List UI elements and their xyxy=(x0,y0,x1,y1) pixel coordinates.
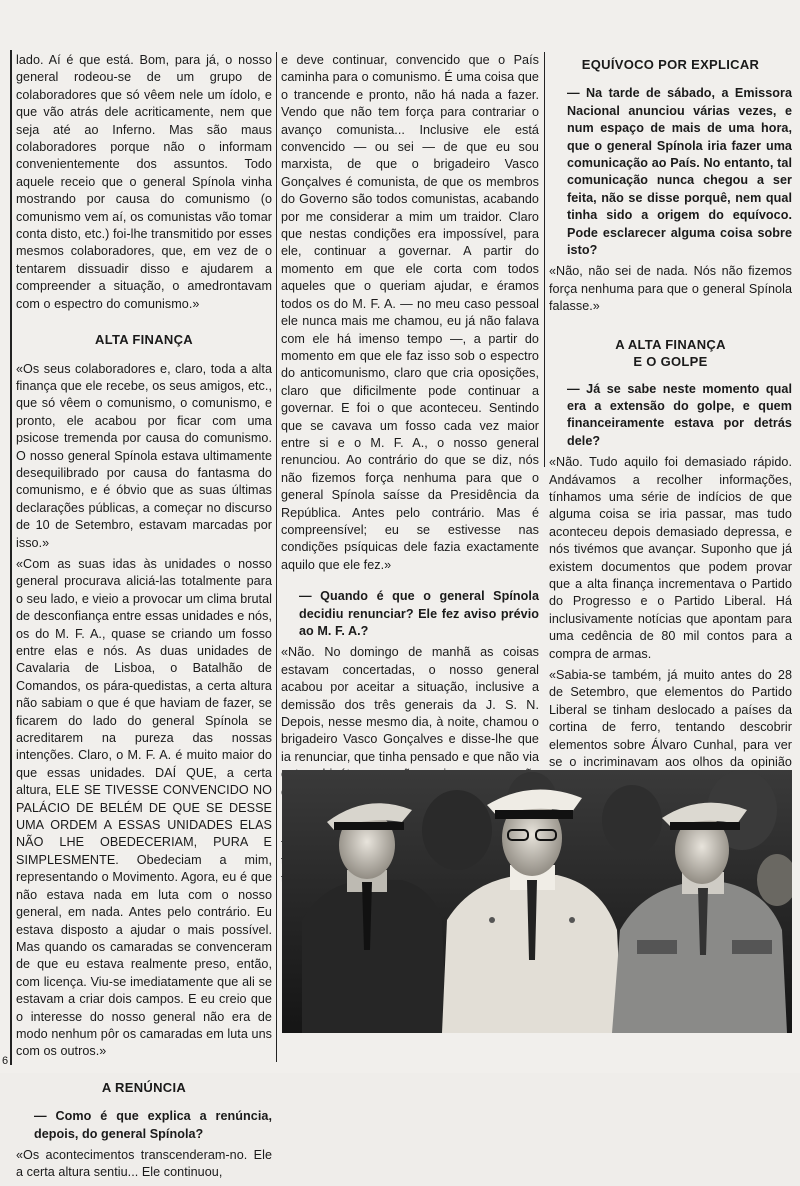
photo-illustration xyxy=(282,770,792,1033)
column-2 xyxy=(281,52,539,892)
paragraph: «Não. No domingo de manhã as coisas estavam concertadas, o nosso general acabou por aceitar a situação, inclusive a demissão dos três generais da J. S. N. Depois, nesse mesmo dia, à noite, chamou o brigadeiro Vasco Gonçalves e disse-lhe que ia renunciar, que tinha pensado e que não via xyxy=(281,645,539,764)
interview-question: — Quando é que o general Spínola decidiu renunciar? Ele fez aviso prévio ao M. F. A.? xyxy=(299,589,539,638)
interview-question: — Na tarde de sábado, a Emissora Nacional anunciou várias vezes, e num espaço de mais de uma hora, que o general Spínola iria fazer uma comunicação ao País. No entanto, tal comunicação nunca chegou a ser feita, não se disse porquê, nem qual tinha sido a origem do equívoco. Pode esclarecer alguma coisa sobre isto? xyxy=(567,86,792,258)
section-heading-alta-financa-golpe xyxy=(549,336,792,371)
interview-question: — Como é que explica a renúncia, depois, do general Spínola? xyxy=(34,1109,272,1141)
page-number: 6 xyxy=(2,1055,9,1067)
interview-question: — Já se sabe neste momento qual era a extensão do golpe, e quem financeiramente estava por detrás dele? xyxy=(567,381,792,448)
paragraph-caps-text: DAÍ QUE, a certa altura, ELE SE TIVESSE CONVENCIDO NO PALÁCIO DE BELÉM DE QUE SE DESSE UMA ORDEM A ESSAS UNIDADES ELAS NÃO LHE OBEDECERIAM, PURA E SIMPLESMENTE. xyxy=(16,765,272,867)
photograph-officers xyxy=(282,770,792,1033)
paragraph-text: «Com as suas idas às unidades o nosso general procurava aliciá-las totalmente para o seu lado, e vieio a provocar um clima brutal de desconfiança entre essas unidades e nós, os do M. F. A., quase se criando um fosso entre elas e nós. As duas unidades de Cavalaria de Lisboa, o Batalhão de Comandos, os pára-quedistas, a certa altura não sabiam o que é que haviam de fazer, se ficarem do lado do general Spínola se acreditarem na pureza das nossas intenções. Claro, o M. F. A. é muito maior do que essas unidades. xyxy=(16,556,272,780)
paragraph: «Não, não sei de nada. Nós não fizemos força nenhuma para que o general Spínola falasse.» xyxy=(549,264,792,314)
section-heading-alta-financa: ALTA FINANÇA xyxy=(95,332,193,348)
paragraph: «Não. Tudo aquilo foi demasiado rápido. Andávamos a recolher informações, tínhamos uma série de indícios de que alguma coisa se iria passar, mas tudo aconteceu depois demasiado depressa, e nós tivémos que avançar. Suponho que já existem documentos que podem provar que a alta finança incrementava o Partido do Progresso e o Partido Liberal. Há inclusivamente notícias que apontam para uma cedência de 80 mil contos para a compra de armas. xyxy=(549,455,792,661)
paragraph: «Sabia-se também, já muito antes do 28 de Setembro, que elementos do Partido Liberal se tinham deslocado a países da cortina de ferro, tentando descobrir elementos sobre Álvaro Cunhal, para ver se o incriminavam aos olhos da opinião xyxy=(549,668,792,770)
paragraph: lado. Aí é que está. Bom, para já, o nosso general rodeou-se de um grupo de colaboradores que só vêem nele um ídolo, e que vão atrás dele acriticamente, nem que seja até ao Inferno. Mas são maus colaboradores porque não o informam convenientemente dos assuntos. Todo aquele receio que o general Spínola vinha mostrando por causa do comunismo (o comunismo vem aí, os comunistas vão tomar conta disto, etc.) foi-lhe transmitido por esses mesmos colaboradores, que, em vez de o tentarem dissuadir disso e ajudarem a compreender a situação, o amedrontavam com o espectro do comunismo.» xyxy=(16,53,272,311)
paragraph-text: Obedeciam a mim, representando o Movimento. Agora, eu é que não estava nada em luta com o nosso general, em nada. Antes pelo contrário. Eu estava disposto a ajudar o mais possível. Mas quando os camaradas se convenceram de que eu estava realmente preso, então, com licença. Viu-se imediatamente que ali se estavam a criar dois campos. E eu creio que o interesse do nosso general não era de modo nenhum pôr os camaradas em luta uns com os outros.» xyxy=(16,852,272,1059)
paragraph: «Os seus colaboradores e, claro, toda a alta finança que ele recebe, os seus amigos, etc., que só vêem o comunismo, o comunismo, e pronto, ele acabou por ficar com uma psicose tremenda por causa do comunismo. O nosso general Spínola estava ultimamente desequilibrado por causa do fantasma do comunismo, e é óbvio que as suas últimas declarações públicas, a começar no discurso de 10 de Setembro, estavam marcadas por isso.» xyxy=(16,361,272,550)
paragraph: e deve continuar, convencido que o País caminha para o comunismo. É uma coisa que o trancende e pronto, não há nada a fazer. Vendo que não tem força para contrariar o avanço comunista... Inclusive ele está convencido — ou sei — de que eu sou marxista, de que o brigadeiro Vasco Gonçalves é comunista, de que os membros do Governo são todos comunistas, acabando por me considerar a mim um traidor. Claro que nestas condições era impossível, para ele, continuar a governar. A partir do momento em que ele corta com todos aqueles que o queriam ajudar, e éramos todos os do M. F. A. — no meu caso pessoal ele nunca mais me chamou, eu já não falava com ele há imenso tempo —, a partir do momento em que ele faz isso sob o espectro do anticomunismo, claro que cria oposições, claro que dificilmente pode continuar a governar. E foi o que aconteceu. Sentindo que se cavava um fosso cada vez maior entre si e o M. F. A., o nosso general renunciou. Ao contrário do que se diz, nós não fizemos força nenhuma para que o general Spínola saísse da Presidência da República. Antes pelo contrário. Mas é compreensível; eu se estivesse nas condições psíquicas dele fazia exactamente aquilo que ele fez.» xyxy=(281,53,539,572)
paragraph: «Os acontecimentos transcenderam-no. Ele a certa altura sentiu... Ele continuou, xyxy=(16,1147,272,1180)
section-heading-a-renuncia: A RENÚNCIA xyxy=(101,1079,187,1095)
column-1 xyxy=(16,52,272,1186)
heading-line: E O GOLPE xyxy=(633,354,708,370)
paragraph xyxy=(16,556,272,1061)
heading-line: A ALTA FINANÇA xyxy=(615,336,726,352)
section-heading-equivoco: EQUÍVOCO POR EXPLICAR xyxy=(581,57,760,72)
